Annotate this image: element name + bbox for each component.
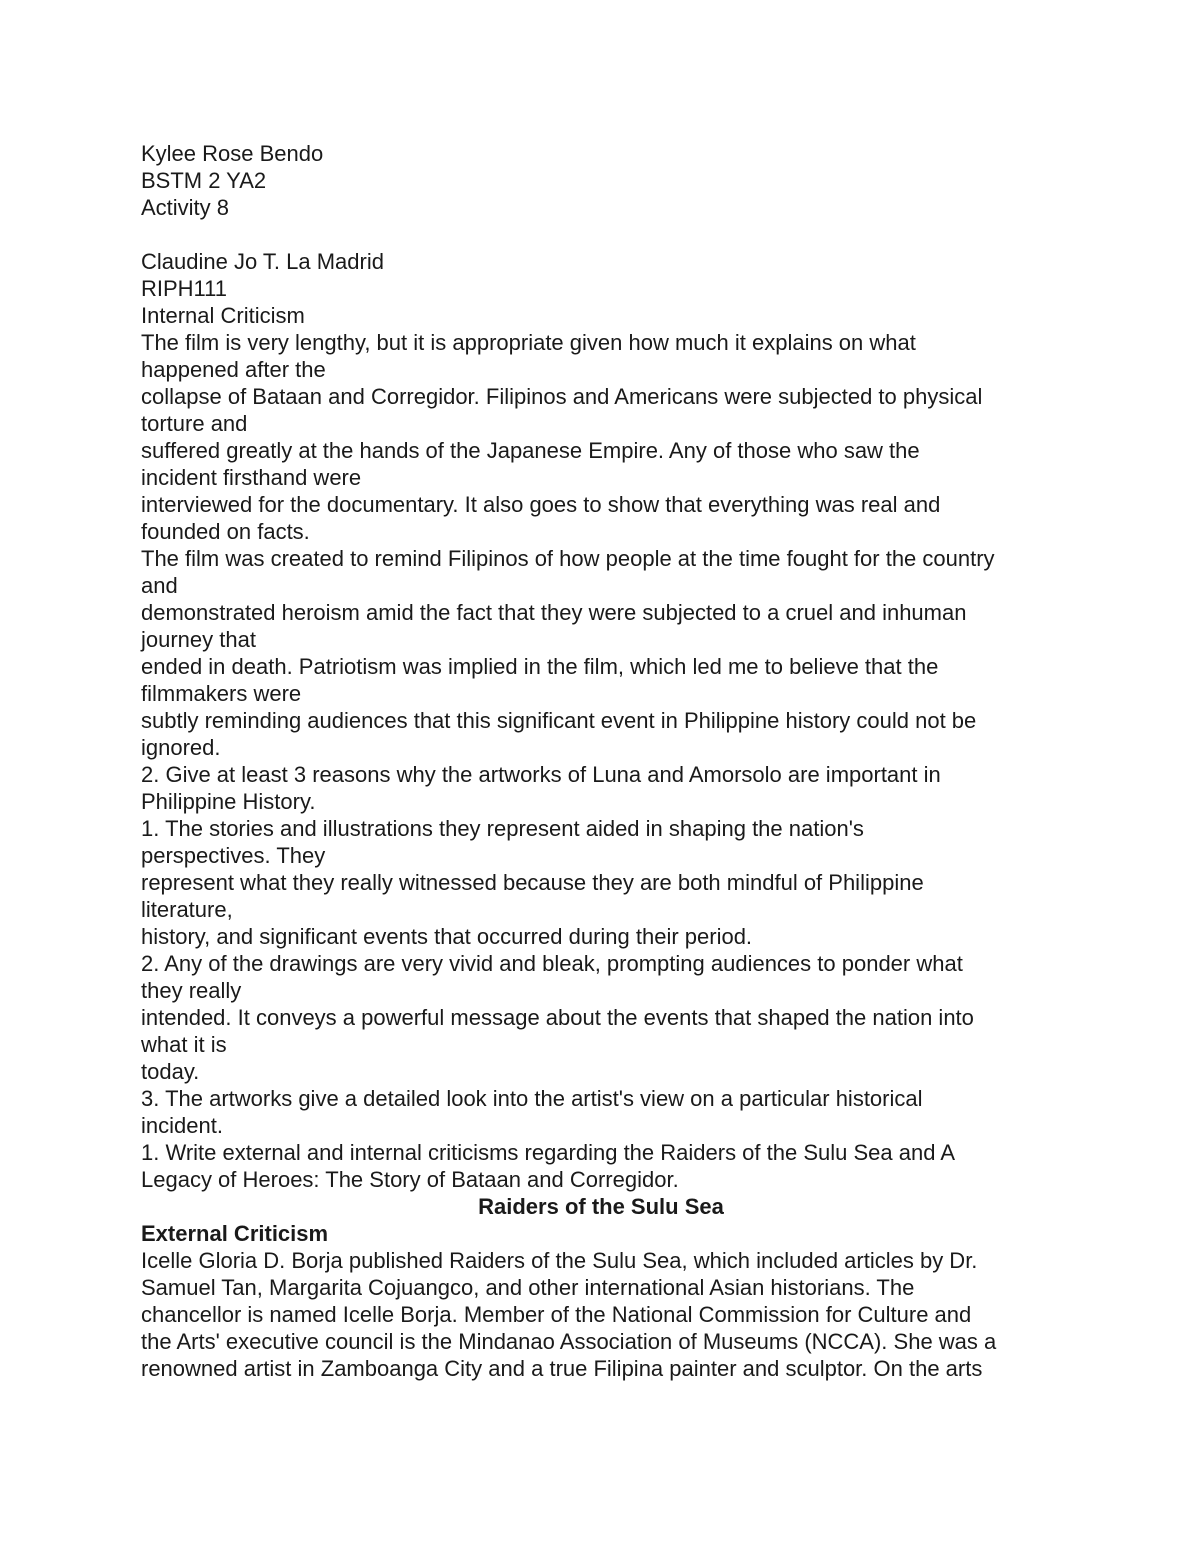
body-line: 1. The stories and illustrations they represent aided in shaping the nation's [141, 816, 864, 841]
body-line: ended in death. Patriotism was implied in the film, which led me to believe that the [141, 654, 939, 679]
body-line: torture and [141, 411, 248, 436]
body-line: interviewed for the documentary. It also goes to show that everything was real and [141, 492, 941, 517]
body-line: happened after the [141, 357, 326, 382]
body-line: literature, [141, 897, 233, 922]
body-line: incident. [141, 1113, 223, 1138]
body-line: suffered greatly at the hands of the Japanese Empire. Any of those who saw the [141, 438, 920, 463]
body-line: intended. It conveys a powerful message about the events that shaped the nation into [141, 1005, 974, 1030]
source-author: Claudine Jo T. La Madrid [141, 249, 384, 274]
body-line: ignored. [141, 735, 221, 760]
section-title: Raiders of the Sulu Sea [478, 1194, 724, 1219]
body-line: demonstrated heroism amid the fact that they were subjected to a cruel and inhuman [141, 600, 967, 625]
section-line: Samuel Tan, Margarita Cojuangco, and other international Asian historians. The [141, 1275, 915, 1300]
body-line: 2. Give at least 3 reasons why the artworks of Luna and Amorsolo are important in [141, 762, 941, 787]
body-line: filmmakers were [141, 681, 302, 706]
section-body [141, 1247, 1061, 1382]
body-line: Legacy of Heroes: The Story of Bataan and Corregidor. [141, 1167, 679, 1192]
spacer [141, 221, 1061, 248]
section-line: renowned artist in Zamboanga City and a true Filipina painter and sculptor. On the arts [141, 1356, 983, 1381]
body-line: and [141, 573, 178, 598]
source-heading: Internal Criticism [141, 303, 305, 328]
body-line: collapse of Bataan and Corregidor. Filipinos and Americans were subjected to physical [141, 384, 983, 409]
body-line: incident firsthand were [141, 465, 362, 490]
source-course: RIPH111 [141, 276, 228, 301]
section-subheading: External Criticism [141, 1221, 329, 1246]
document-page [141, 140, 1061, 1382]
body-line: 3. The artworks give a detailed look into the artist's view on a particular historical [141, 1086, 923, 1111]
body-line: 2. Any of the drawings are very vivid and bleak, prompting audiences to ponder what [141, 951, 963, 976]
section-line: Icelle Gloria D. Borja published Raiders of the Sulu Sea, which included articles by Dr. [141, 1248, 978, 1273]
section-line: chancellor is named Icelle Borja. Member of the National Commission for Culture and [141, 1302, 972, 1327]
body-line: perspectives. They [141, 843, 326, 868]
body-line: The film was created to remind Filipinos of how people at the time fought for the country [141, 546, 995, 571]
body-line: history, and significant events that occurred during their period. [141, 924, 753, 949]
body-line: The film is very lengthy, but it is appropriate given how much it explains on what [141, 330, 916, 355]
body-line: journey that [141, 627, 256, 652]
body-line: what it is [141, 1032, 227, 1057]
body-line: founded on facts. [141, 519, 310, 544]
body-line: they really [141, 978, 242, 1003]
body-line: represent what they really witnessed because they are both mindful of Philippine [141, 870, 924, 895]
body-line: today. [141, 1059, 200, 1084]
student-section: BSTM 2 YA2 [141, 168, 267, 193]
body-line: Philippine History. [141, 789, 316, 814]
activity-label: Activity 8 [141, 195, 230, 220]
section-line: the Arts' executive council is the Mindanao Association of Museums (NCCA). She was a [141, 1329, 997, 1354]
body-line: 1. Write external and internal criticisms regarding the Raiders of the Sulu Sea and A [141, 1140, 956, 1165]
student-name: Kylee Rose Bendo [141, 141, 324, 166]
source-body [141, 329, 1061, 1193]
body-line: subtly reminding audiences that this significant event in Philippine history could not be [141, 708, 977, 733]
